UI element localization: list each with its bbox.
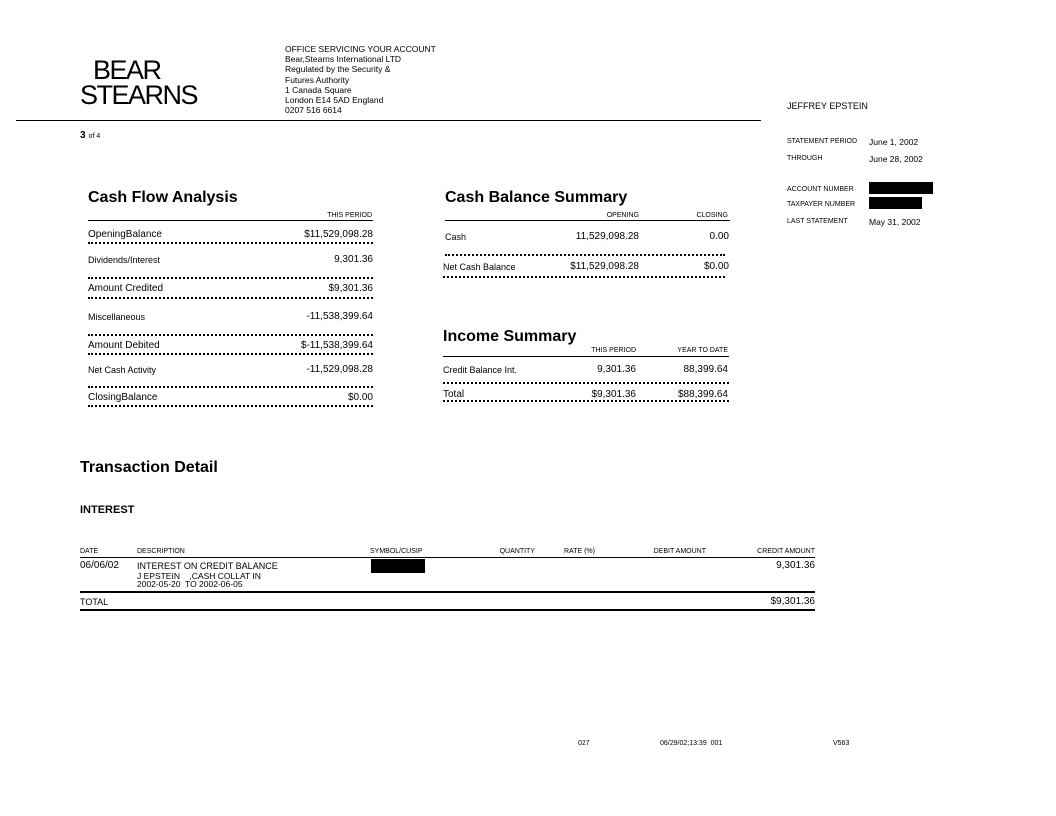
income-ytd: 88,399.64: [683, 364, 728, 375]
last-statement-value: May 31, 2002: [869, 217, 921, 227]
bear-stearns-logo: [80, 55, 198, 110]
through-value: June 28, 2002: [869, 154, 923, 164]
office-line: Regulated by the Security &: [285, 64, 391, 75]
total-top-rule: [80, 591, 815, 593]
cash-flow-label: OpeningBalance: [88, 229, 162, 240]
total-bottom-rule: [80, 609, 815, 611]
account-number-label: ACCOUNT NUMBER: [787, 186, 854, 193]
dotted-rule: [443, 380, 729, 384]
cash-flow-label: Net Cash Activity: [88, 365, 157, 375]
col-date: DATE: [80, 548, 99, 555]
cash-flow-col-header: THIS PERIOD: [327, 212, 372, 219]
cash-balance-col-opening: OPENING: [606, 212, 639, 219]
office-line: 0207 516 6614: [285, 105, 342, 116]
transaction-desc-line-2: J EPSTEIN ,CASH COLLAT IN: [137, 571, 261, 581]
cash-flow-label: Dividends/Interest: [88, 255, 161, 265]
transaction-desc-line-1: INTEREST ON CREDIT BALANCE: [137, 561, 278, 571]
taxpayer-number-redacted: [869, 197, 922, 209]
last-statement-label: LAST STATEMENT: [787, 218, 848, 225]
income-col-ytd: YEAR TO DATE: [677, 347, 728, 354]
transaction-total-value: $9,301.36: [770, 596, 815, 607]
cash-balance-label: Cash: [445, 232, 467, 242]
col-debit: DEBIT AMOUNT: [653, 548, 706, 555]
dotted-rule: [88, 332, 373, 336]
income-label: Credit Balance Int.: [443, 365, 518, 375]
cash-flow-label: Amount Debited: [88, 340, 160, 351]
footer-version: V563: [833, 740, 850, 747]
cash-flow-value: $0.00: [347, 392, 373, 403]
transaction-total-label: TOTAL: [80, 597, 109, 607]
transaction-desc-line-3: 2002-05-20 TO 2002-06-05: [137, 579, 243, 589]
cash-balance-closing: 0.00: [709, 231, 729, 242]
dotted-rule: [443, 398, 729, 402]
col-description: DESCRIPTION: [137, 548, 185, 555]
client-name: JEFFREY EPSTEIN: [787, 101, 868, 111]
office-line: London E14 5AD England: [285, 95, 384, 106]
page-current: 3: [80, 130, 86, 141]
transaction-date: 06/06/02: [80, 560, 119, 571]
cash-balance-opening: 11,529,098.28: [575, 231, 639, 242]
income-ytd: $88,399.64: [677, 389, 728, 400]
cash-balance-title: Cash Balance Summary: [445, 189, 628, 206]
cash-balance-header-rule: [445, 220, 730, 221]
page-total: of 4: [88, 133, 101, 140]
cash-flow-label: ClosingBalance: [88, 392, 158, 403]
cash-balance-closing: $0.00: [703, 261, 729, 272]
office-line: Bear,Stearns International LTD: [285, 54, 402, 65]
transaction-header-rule: [80, 557, 815, 558]
col-rate: RATE (%): [564, 548, 595, 555]
page-number: [80, 130, 100, 141]
cash-balance-opening: $11,529,098.28: [570, 261, 639, 272]
cash-flow-value: -11,529,098.28: [306, 364, 373, 375]
income-header-rule: [443, 356, 729, 357]
income-col-period: THIS PERIOD: [591, 347, 636, 354]
symbol-redacted: [371, 559, 425, 573]
dotted-rule: [88, 275, 373, 279]
office-line: 1 Canada Square: [285, 84, 352, 95]
dotted-rule: [88, 384, 373, 388]
dotted-rule: [88, 295, 373, 299]
header-divider: [16, 120, 761, 121]
cash-flow-value: 9,301.36: [334, 254, 373, 265]
dotted-rule: [443, 274, 725, 278]
transaction-credit: 9,301.36: [776, 560, 815, 571]
income-period: $9,301.36: [591, 389, 636, 400]
logo-line-2: STEARNS: [80, 80, 198, 110]
col-quantity: QUANTITY: [499, 548, 535, 555]
office-line: Futures Authority: [285, 74, 350, 85]
transaction-detail-title: Transaction Detail: [80, 459, 218, 476]
dotted-rule: [88, 403, 373, 407]
cash-flow-value: $9,301.36: [328, 283, 373, 294]
dotted-rule: [445, 252, 725, 256]
cash-flow-value: -11,538,399.64: [306, 311, 373, 322]
footer-code: 027: [578, 740, 590, 747]
income-title: Income Summary: [443, 328, 577, 345]
col-credit: CREDIT AMOUNT: [757, 548, 815, 555]
footer-timestamp: 06/29/02;13:39 001: [660, 740, 723, 747]
cash-flow-value: $11,529,098.28: [304, 229, 373, 240]
statement-period-value: June 1, 2002: [869, 137, 919, 147]
office-line: OFFICE SERVICING YOUR ACCOUNT: [285, 44, 436, 54]
cash-balance-label: Net Cash Balance: [443, 262, 516, 272]
dotted-rule: [88, 351, 373, 355]
cash-flow-label: Miscellaneous: [88, 312, 146, 322]
cash-flow-header-rule: [88, 220, 373, 221]
income-period: 9,301.36: [597, 364, 636, 375]
taxpayer-number-label: TAXPAYER NUMBER: [787, 201, 856, 208]
statement-period-label: STATEMENT PERIOD: [787, 138, 858, 145]
cash-flow-label: Amount Credited: [88, 283, 164, 294]
cash-flow-title: Cash Flow Analysis: [88, 189, 238, 206]
office-info: [285, 44, 436, 115]
through-label: THROUGH: [787, 155, 823, 162]
income-label: Total: [443, 389, 465, 400]
transaction-section-title: INTEREST: [80, 504, 135, 516]
account-number-redacted: [869, 182, 933, 194]
col-symbol: SYMBOL/CUSIP: [370, 548, 423, 555]
dotted-rule: [88, 240, 373, 244]
cash-flow-value: $-11,538,399.64: [300, 340, 373, 351]
logo-line-1: BEAR: [93, 55, 161, 85]
cash-balance-col-closing: CLOSING: [696, 212, 728, 219]
